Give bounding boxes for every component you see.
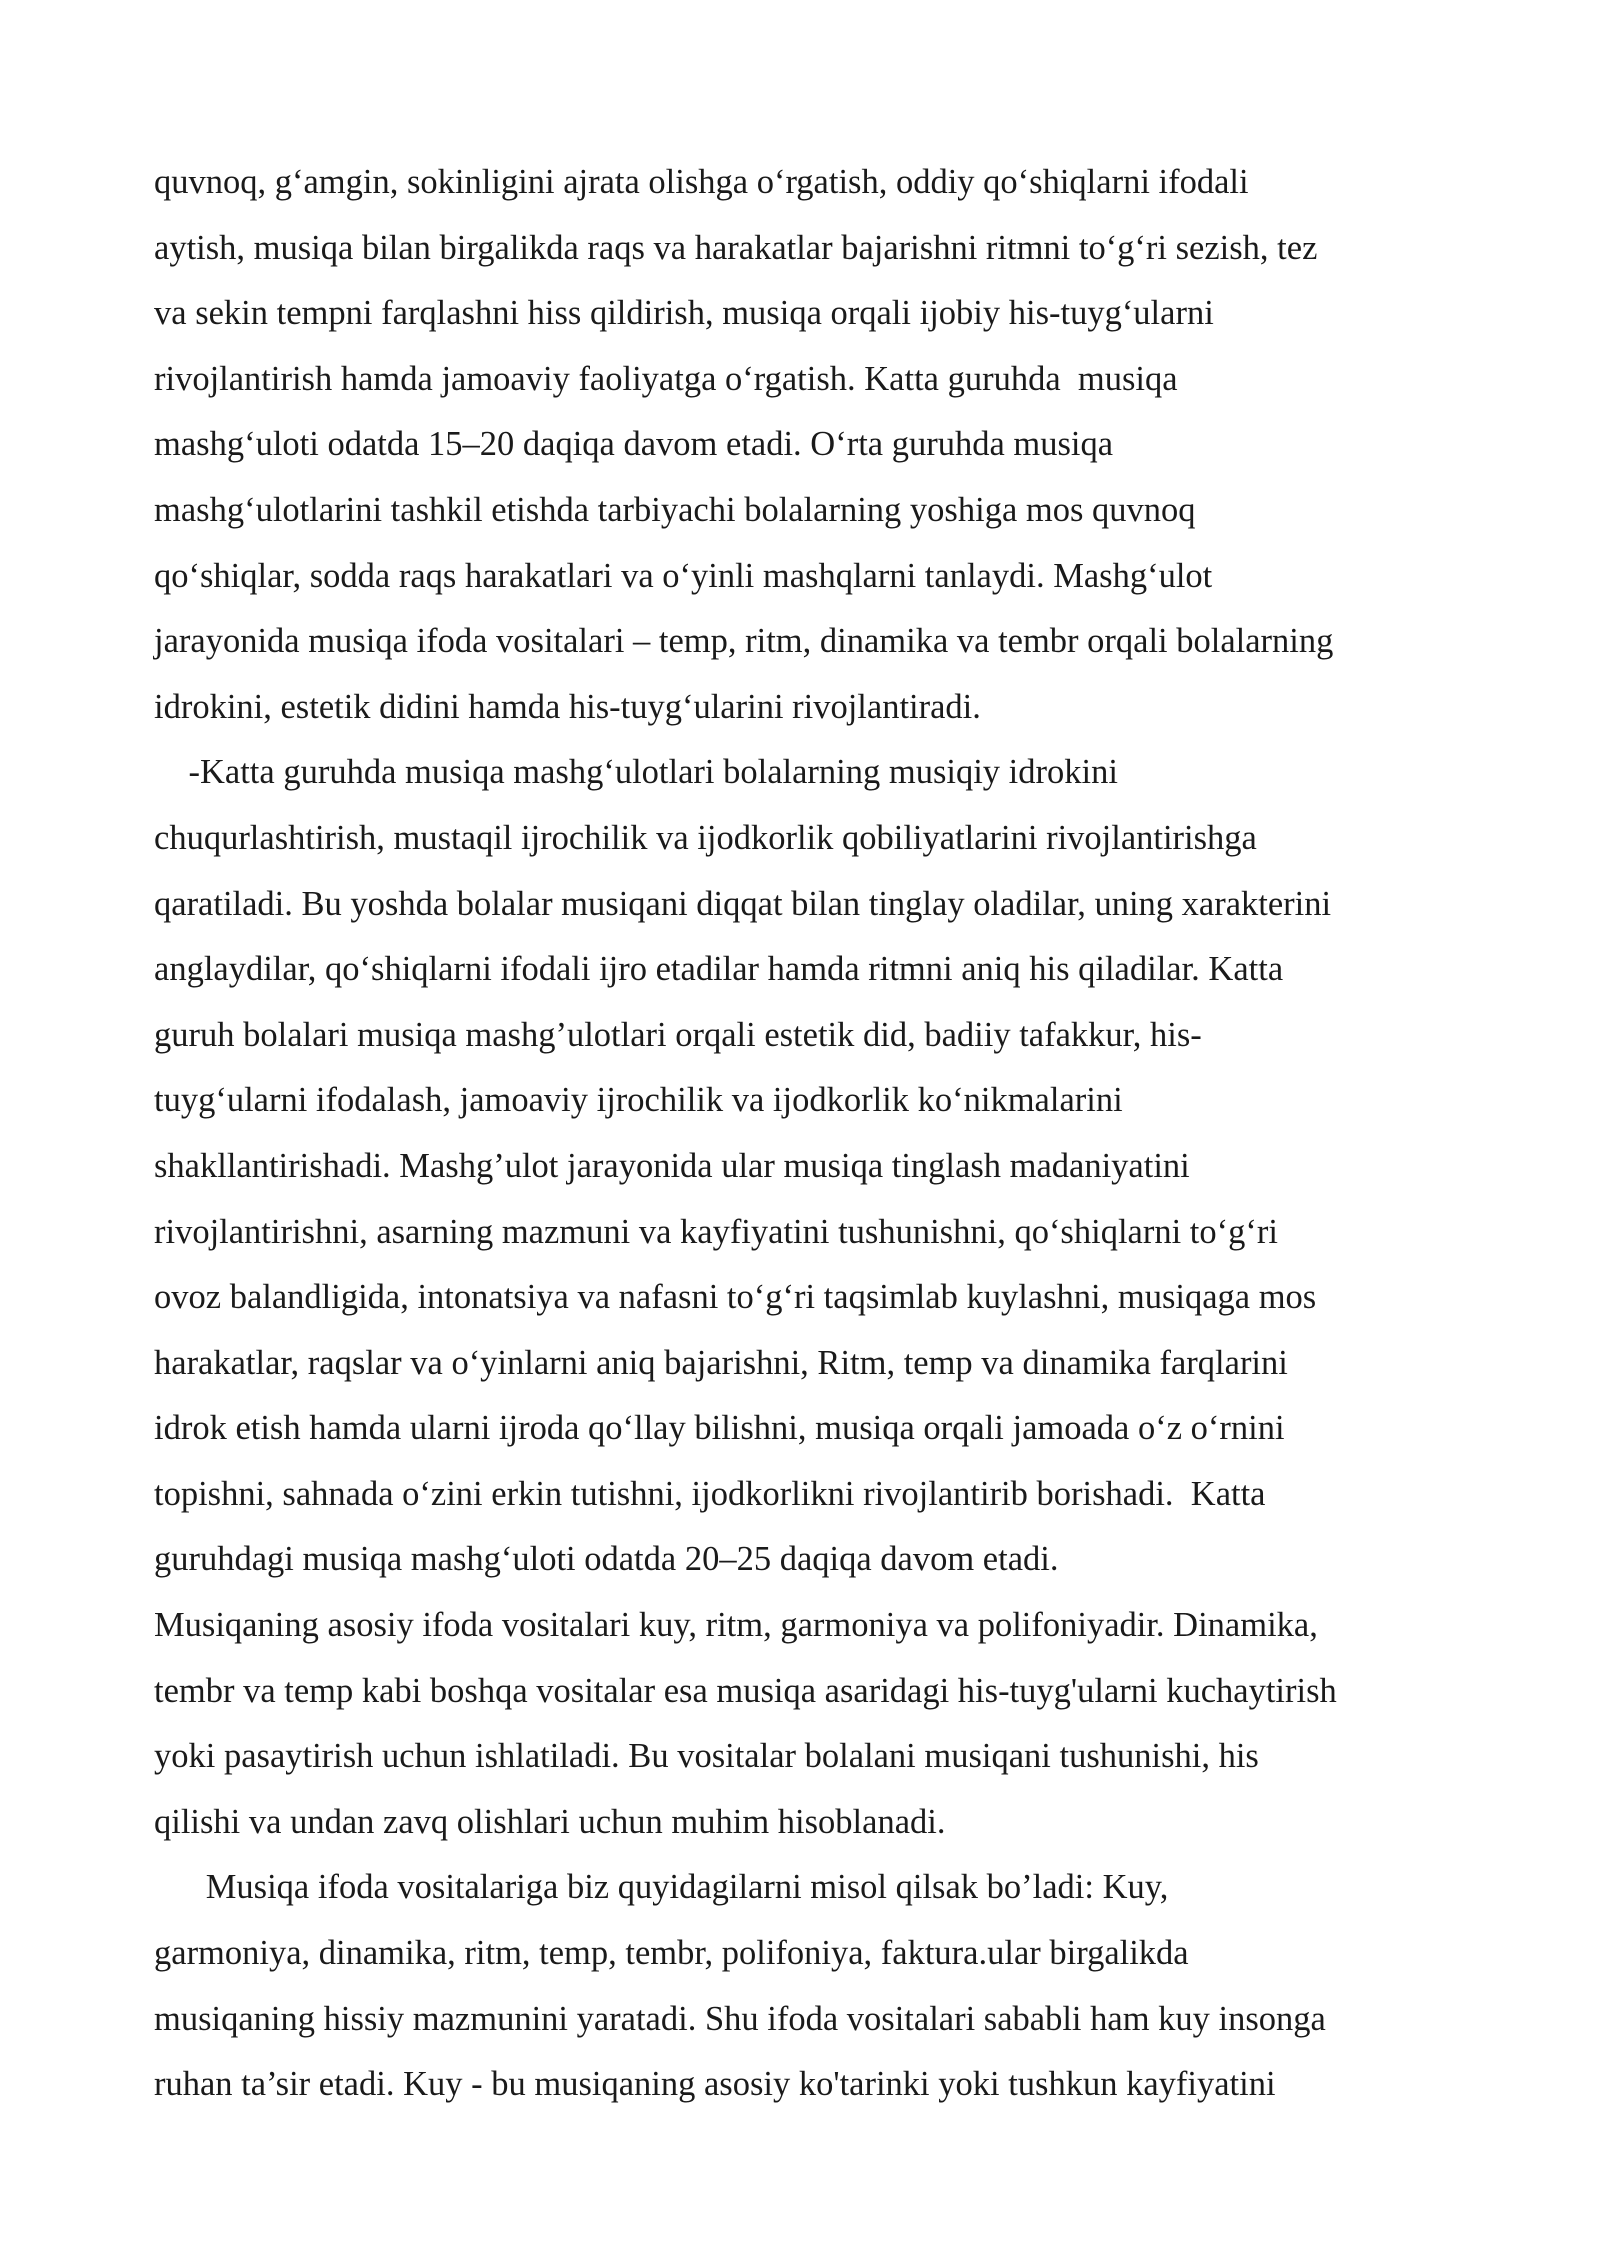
- text-line: ruhan ta’sir etadi. Kuy - bu musiqaning asosiy ko'tarinki yoki tushkun kayfiyatini: [154, 2065, 1276, 2104]
- text-line: va sekin tempni farqlashni hiss qildirish, musiqa orqali ijobiy his-tuyg‘ularni: [154, 294, 1214, 333]
- text-line: rivojlantirish hamda jamoaviy faoliyatga o‘rgatish. Katta guruhda musiqa: [154, 359, 1178, 398]
- text-line: rivojlantirishni, asarning mazmuni va kayfiyatini tushunishni, qo‘shiqlarni to‘g‘ri: [154, 1212, 1278, 1251]
- text-line: tembr va temp kabi boshqa vositalar esa musiqa asaridagi his-tuyg'ularni kuchaytirish: [154, 1671, 1337, 1710]
- text-line: harakatlar, raqslar va o‘yinlarni aniq bajarishni, Ritm, temp va dinamika farqlarini: [154, 1343, 1288, 1382]
- text-line: topishni, sahnada o‘zini erkin tutishni, ijodkorlikni rivojlantirib borishadi. Katta: [154, 1474, 1266, 1513]
- text-line: guruhdagi musiqa mashg‘uloti odatda 20–25 daqiqa davom etadi.: [154, 1540, 1059, 1579]
- text-line: jarayonida musiqa ifoda vositalari – temp, ritm, dinamika va tembr orqali bolalarning: [154, 622, 1334, 661]
- text-line: yoki pasaytirish uchun ishlatiladi. Bu vositalar bolalani musiqani tushunishi, his: [154, 1737, 1259, 1776]
- body-text: [154, 150, 1454, 2118]
- text-line: mashg‘ulotlarini tashkil etishda tarbiyachi bolalarning yoshiga mos quvnoq: [154, 490, 1196, 529]
- text-line: ovoz balandligida, intonatsiya va nafasni to‘g‘ri taqsimlab kuylashni, musiqaga mos: [154, 1278, 1317, 1317]
- text-line: garmoniya, dinamika, ritm, temp, tembr, polifoniya, faktura.ular birgalikda: [154, 1934, 1189, 1973]
- text-line: guruh bolalari musiqa mashg’ulotlari orqali estetik did, badiiy tafakkur, his-: [154, 1015, 1202, 1054]
- text-line: Musiqaning asosiy ifoda vositalari kuy, ritm, garmoniya va polifoniyadir. Dinamika,: [154, 1606, 1318, 1645]
- text-line: musiqaning hissiy mazmunini yaratadi. Shu ifoda vositalari sababli ham kuy insonga: [154, 1999, 1326, 2038]
- text-line: mashg‘uloti odatda 15–20 daqiqa davom etadi. O‘rta guruhda musiqa: [154, 425, 1114, 464]
- text-line: aytish, musiqa bilan birgalikda raqs va harakatlar bajarishni ritmni to‘g‘ri sezish, tez: [154, 228, 1318, 267]
- text-line: shakllantirishadi. Mashg’ulot jarayonida ular musiqa tinglash madaniyatini: [154, 1146, 1190, 1185]
- text-line: Musiqa ifoda vositalariga biz quyidagilarni misol qilsak bo’ladi: Kuy,: [154, 1868, 1169, 1907]
- text-line: quvnoq, g‘amgin, sokinligini ajrata olishga o‘rgatish, oddiy qo‘shiqlarni ifodali: [154, 163, 1249, 201]
- text-line: tuyg‘ularni ifodalash, jamoaviy ijrochilik va ijodkorlik ko‘nikmalarini: [154, 1081, 1123, 1120]
- text-line: idrokini, estetik didini hamda his-tuyg‘ularini rivojlantiradi.: [154, 687, 981, 726]
- text-line: -Katta guruhda musiqa mashg‘ulotlari bolalarning musiqiy idrokini: [154, 753, 1118, 792]
- text-line: qilishi va undan zavq olishlari uchun muhim hisoblanadi.: [154, 1802, 946, 1841]
- text-line: chuqurlashtirish, mustaqil ijrochilik va ijodkorlik qobiliyatlarini rivojlantirishga: [154, 818, 1257, 857]
- text-line: qaratiladi. Bu yoshda bolalar musiqani diqqat bilan tinglay oladilar, uning xarakterini: [154, 884, 1332, 923]
- text-line: anglaydilar, qo‘shiqlarni ifodali ijro etadilar hamda ritmni aniq his qiladilar. Katta: [154, 950, 1284, 989]
- text-line: qo‘shiqlar, sodda raqs harakatlari va o‘yinli mashqlarni tanlaydi. Mashg‘ulot: [154, 556, 1213, 595]
- text-line: idrok etish hamda ularni ijroda qo‘llay bilishni, musiqa orqali jamoada o‘z o‘rnini: [154, 1409, 1285, 1448]
